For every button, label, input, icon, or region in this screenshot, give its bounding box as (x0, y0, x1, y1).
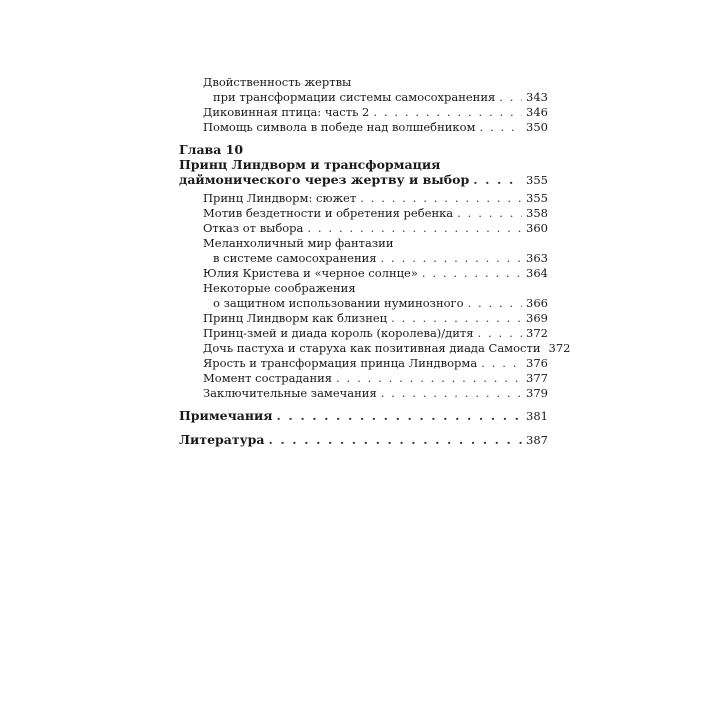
page-number: 363 (526, 251, 548, 265)
page-number: 379 (526, 386, 548, 400)
leader-dots (468, 296, 523, 311)
toc-entry (203, 191, 548, 206)
page-number: 372 (548, 341, 571, 355)
leader-dots (307, 221, 522, 236)
page-number: 346 (526, 105, 548, 119)
toc-entry-title: Дочь пастуха и старуха как позитивная диада Самости (203, 341, 541, 355)
page-number: 358 (526, 206, 548, 220)
leader-dots (422, 266, 522, 281)
chapter-title: Принц Линдворм и трансформация (179, 157, 441, 172)
toc-entry (203, 206, 548, 221)
leader-dots (360, 191, 522, 206)
leader-dots (381, 386, 522, 401)
toc-entry (203, 386, 548, 401)
toc-entry (213, 296, 548, 311)
toc-entry-title: Принц Линдворм как близнец (203, 311, 388, 325)
leader-dots (277, 408, 523, 423)
leader-dots (391, 311, 522, 326)
backmatter-title: Литература (179, 432, 265, 447)
toc-entry-title: Момент сострадания (203, 371, 333, 385)
page-number: 360 (526, 221, 548, 235)
toc-entry-title: Отказ от выбора (203, 221, 304, 235)
toc-entry (203, 311, 548, 326)
leader-dots (373, 105, 522, 120)
backmatter-entry (179, 432, 548, 448)
leader-dots (336, 371, 522, 386)
chapter-title: даймонического через жертву и выбор (179, 172, 470, 187)
page-number: 381 (526, 409, 548, 423)
toc-entry-title: Юлия Кристева и «черное солнце» (203, 266, 418, 280)
toc-entry (203, 356, 548, 371)
chapter-label: Глава 10 (179, 142, 244, 157)
toc-entry-title: Мотив бездетности и обретения ребенка (203, 206, 454, 220)
backmatter-title: Примечания (179, 408, 273, 423)
leader-dots (473, 172, 522, 187)
page-number: 377 (526, 371, 548, 385)
leader-dots (479, 120, 522, 135)
toc-entry-title: Ярость и трансформация принца Линдворма (203, 356, 478, 370)
toc-entry-title: Помощь символа в победе над волшебником (203, 120, 476, 134)
chapter-entry (179, 172, 548, 188)
leader-dots (268, 432, 522, 447)
page-number: 376 (526, 356, 548, 370)
page-number: 387 (526, 433, 548, 447)
leader-dots (381, 251, 523, 266)
leader-dots (499, 90, 522, 105)
leader-dots (457, 206, 522, 221)
page-number: 355 (526, 191, 548, 205)
toc-entry (203, 371, 548, 386)
leader-dots (481, 356, 522, 371)
backmatter-entry (179, 408, 548, 424)
toc-entry-title: Двойственность жертвы (203, 75, 352, 89)
page-number: 350 (526, 120, 548, 134)
toc-entry (203, 326, 548, 341)
page-number: 369 (526, 311, 548, 325)
toc-entry (203, 266, 548, 281)
toc-entry-title: при трансформации системы самосохранения (213, 90, 496, 104)
page-number: 355 (526, 173, 548, 187)
toc-entry-title: Некоторые соображения (203, 281, 356, 295)
toc-entry-title: в системе самосохранения (213, 251, 377, 265)
toc-entry-title: Меланхоличный мир фантазии (203, 236, 394, 250)
leader-dots (478, 326, 523, 341)
toc-entry (213, 251, 548, 266)
toc-entry-title: о защитном использовании нуминозного (213, 296, 464, 310)
page-number: 364 (526, 266, 548, 280)
toc-entry-title: Заключительные замечания (203, 386, 377, 400)
page-number: 343 (526, 90, 548, 104)
toc-entry (203, 105, 548, 120)
toc-entry-title: Диковинная птица: часть 2 (203, 105, 370, 119)
toc-entry-title: Принц Линдворм: сюжет (203, 191, 357, 205)
page-number: 366 (526, 296, 548, 310)
page-number: 372 (526, 326, 548, 340)
toc-entry (203, 221, 548, 236)
toc-entry (203, 341, 571, 356)
toc-entry (213, 90, 548, 105)
toc-entry (203, 120, 548, 135)
toc-entry-title: Принц-змей и диада король (королева)/дитя (203, 326, 474, 340)
